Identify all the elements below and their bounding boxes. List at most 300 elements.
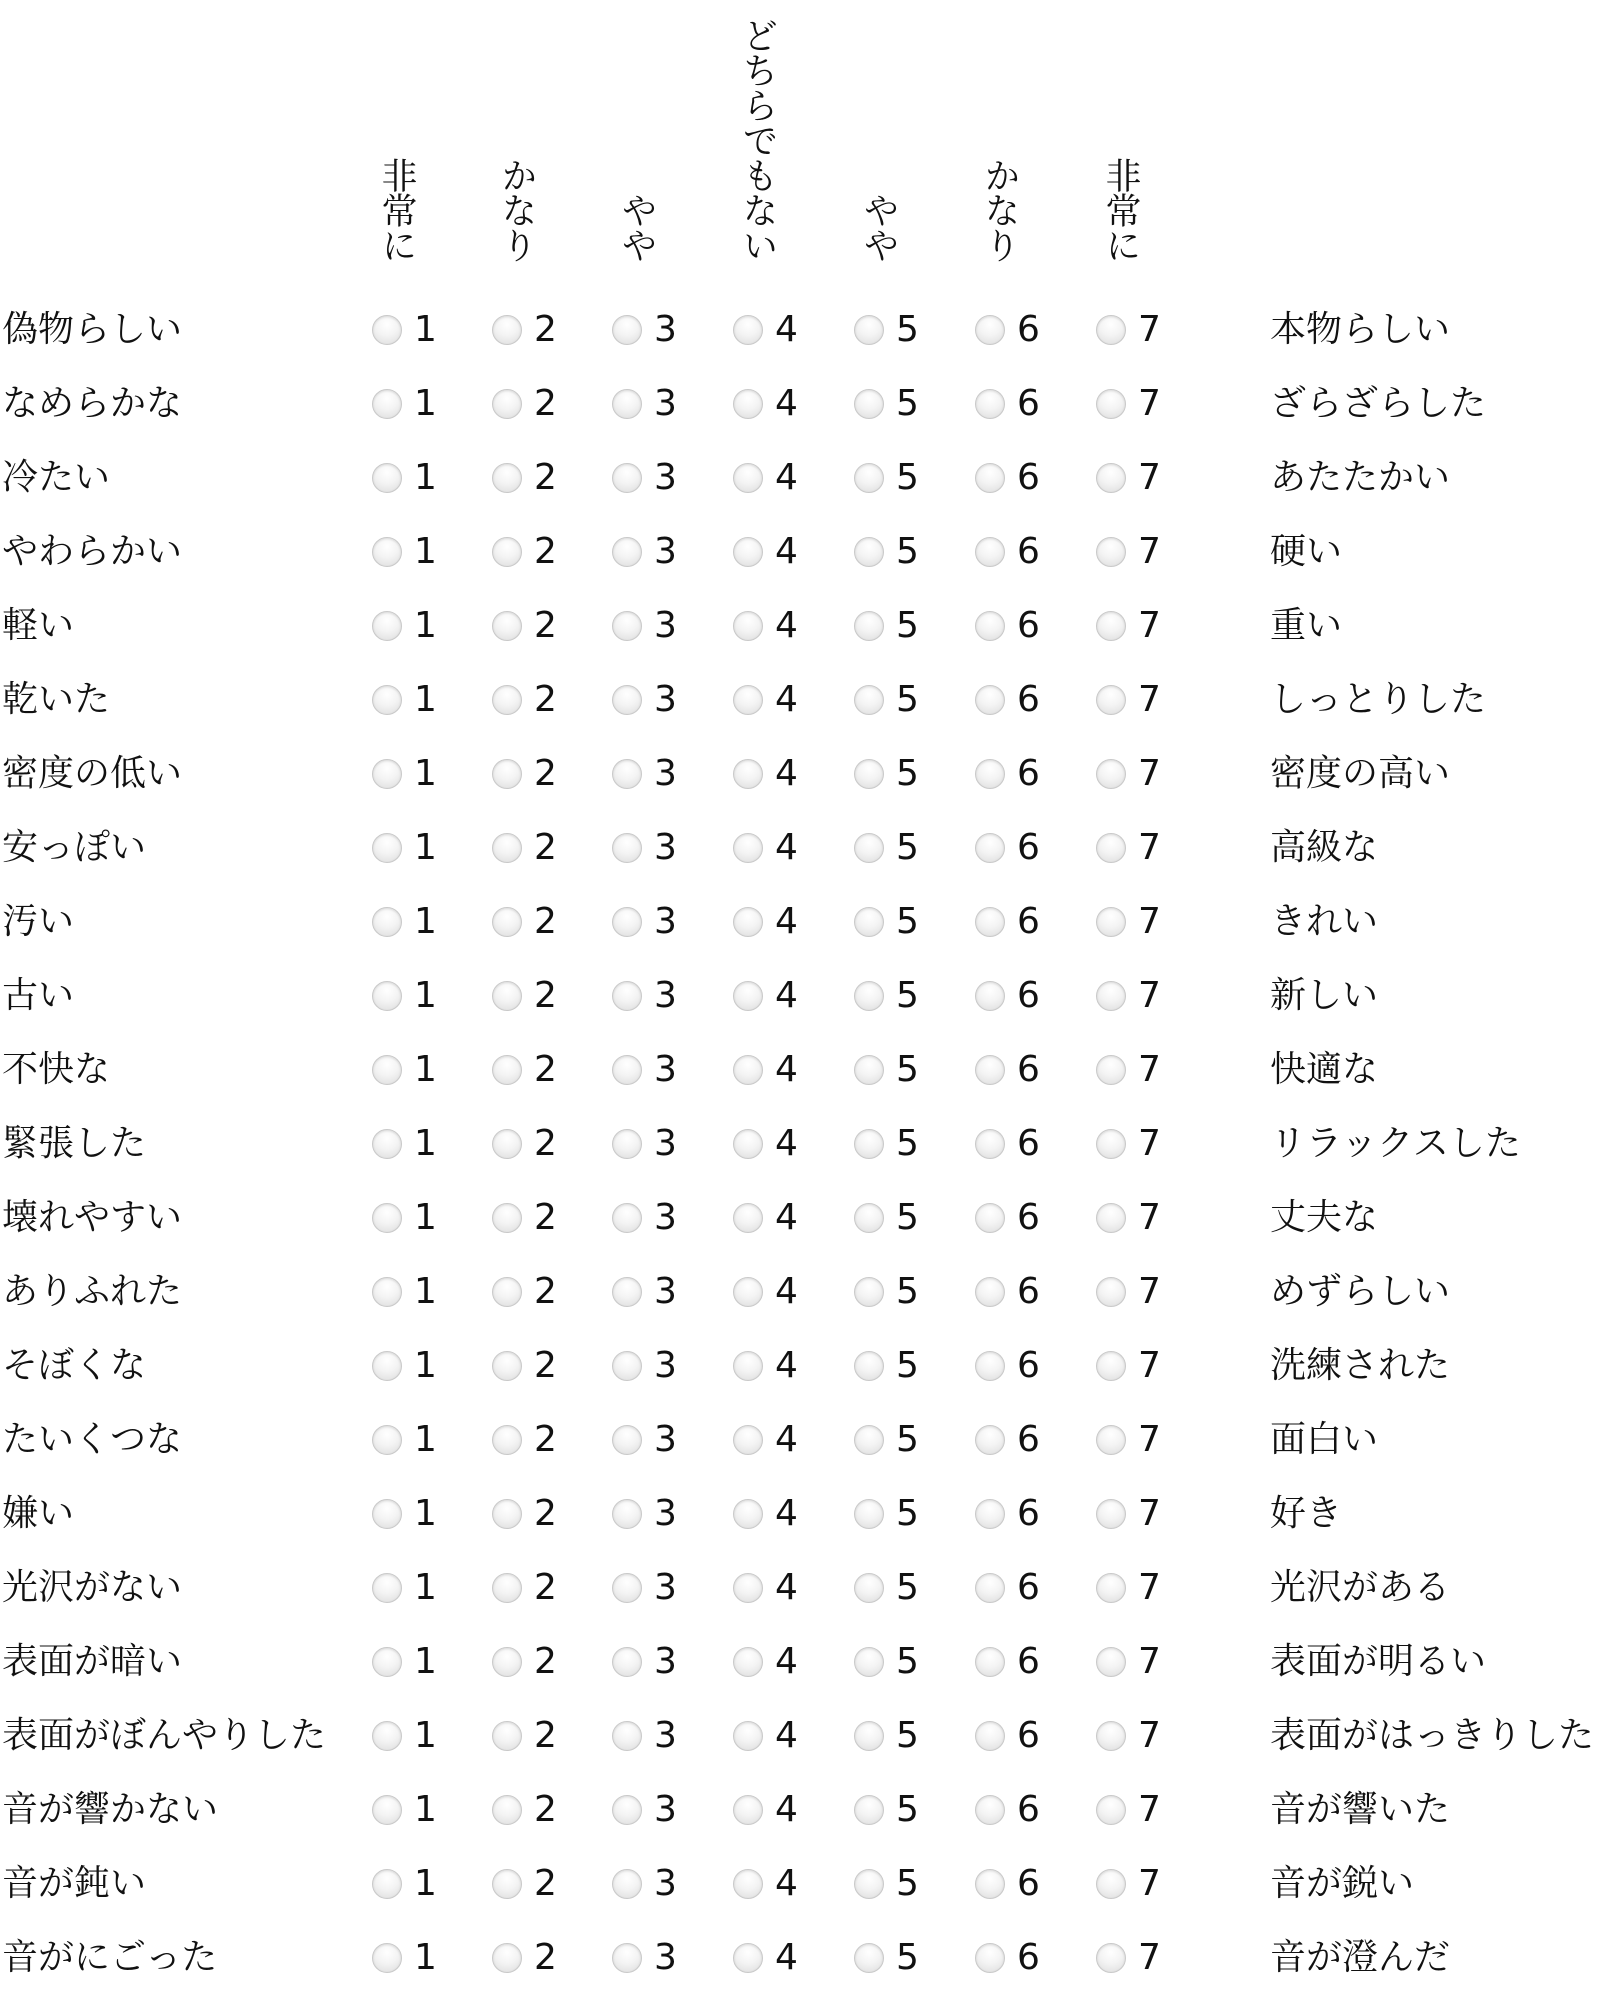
radio-button[interactable]	[1096, 1499, 1126, 1529]
radio-button[interactable]	[492, 907, 522, 937]
scale-option-6[interactable]	[975, 966, 1040, 1026]
scale-option-6[interactable]	[975, 1410, 1040, 1470]
radio-button[interactable]	[372, 389, 402, 419]
radio-button[interactable]	[975, 389, 1005, 419]
radio-button[interactable]	[975, 1573, 1005, 1603]
radio-button[interactable]	[372, 315, 402, 345]
radio-button[interactable]	[492, 1351, 522, 1381]
scale-option-1[interactable]	[372, 1410, 437, 1470]
scale-option-5[interactable]	[854, 1558, 919, 1618]
scale-option-7[interactable]	[1096, 1780, 1161, 1840]
radio-button[interactable]	[1096, 1647, 1126, 1677]
scale-option-7[interactable]	[1096, 1928, 1161, 1988]
radio-button[interactable]	[1096, 315, 1126, 345]
radio-button[interactable]	[1096, 463, 1126, 493]
scale-option-4[interactable]	[733, 522, 798, 582]
scale-option-3[interactable]	[612, 596, 677, 656]
radio-button[interactable]	[1096, 537, 1126, 567]
radio-button[interactable]	[975, 1721, 1005, 1751]
scale-option-5[interactable]	[854, 1484, 919, 1544]
scale-option-3[interactable]	[612, 1040, 677, 1100]
scale-option-3[interactable]	[612, 1558, 677, 1618]
scale-option-7[interactable]	[1096, 1632, 1161, 1692]
scale-option-3[interactable]	[612, 1336, 677, 1396]
radio-button[interactable]	[975, 1499, 1005, 1529]
scale-option-2[interactable]	[492, 1410, 557, 1470]
radio-button[interactable]	[733, 1869, 763, 1899]
radio-button[interactable]	[492, 1203, 522, 1233]
scale-option-5[interactable]	[854, 1632, 919, 1692]
scale-option-4[interactable]	[733, 1854, 798, 1914]
radio-button[interactable]	[492, 1573, 522, 1603]
radio-button[interactable]	[612, 537, 642, 567]
scale-option-6[interactable]	[975, 596, 1040, 656]
scale-option-2[interactable]	[492, 300, 557, 360]
scale-option-1[interactable]	[372, 522, 437, 582]
scale-option-6[interactable]	[975, 1928, 1040, 1988]
scale-option-6[interactable]	[975, 892, 1040, 952]
radio-button[interactable]	[1096, 611, 1126, 641]
radio-button[interactable]	[733, 907, 763, 937]
radio-button[interactable]	[1096, 685, 1126, 715]
radio-button[interactable]	[492, 1795, 522, 1825]
radio-button[interactable]	[492, 833, 522, 863]
radio-button[interactable]	[1096, 1277, 1126, 1307]
scale-option-4[interactable]	[733, 1928, 798, 1988]
radio-button[interactable]	[492, 1943, 522, 1973]
radio-button[interactable]	[1096, 1795, 1126, 1825]
radio-button[interactable]	[1096, 759, 1126, 789]
radio-button[interactable]	[854, 1795, 884, 1825]
radio-button[interactable]	[1096, 1055, 1126, 1085]
radio-button[interactable]	[733, 537, 763, 567]
radio-button[interactable]	[492, 1721, 522, 1751]
scale-option-1[interactable]	[372, 1706, 437, 1766]
radio-button[interactable]	[372, 1943, 402, 1973]
scale-option-6[interactable]	[975, 744, 1040, 804]
scale-option-2[interactable]	[492, 966, 557, 1026]
scale-option-7[interactable]	[1096, 818, 1161, 878]
radio-button[interactable]	[854, 1647, 884, 1677]
radio-button[interactable]	[492, 759, 522, 789]
scale-option-1[interactable]	[372, 1262, 437, 1322]
scale-option-2[interactable]	[492, 818, 557, 878]
radio-button[interactable]	[854, 685, 884, 715]
radio-button[interactable]	[1096, 1425, 1126, 1455]
radio-button[interactable]	[975, 1425, 1005, 1455]
scale-option-3[interactable]	[612, 892, 677, 952]
scale-option-5[interactable]	[854, 448, 919, 508]
radio-button[interactable]	[1096, 907, 1126, 937]
radio-button[interactable]	[854, 833, 884, 863]
scale-option-5[interactable]	[854, 1040, 919, 1100]
radio-button[interactable]	[612, 389, 642, 419]
scale-option-2[interactable]	[492, 1558, 557, 1618]
radio-button[interactable]	[372, 537, 402, 567]
radio-button[interactable]	[372, 1869, 402, 1899]
scale-option-3[interactable]	[612, 448, 677, 508]
radio-button[interactable]	[612, 981, 642, 1011]
scale-option-4[interactable]	[733, 1558, 798, 1618]
radio-button[interactable]	[1096, 833, 1126, 863]
scale-option-2[interactable]	[492, 1040, 557, 1100]
scale-option-7[interactable]	[1096, 1410, 1161, 1470]
radio-button[interactable]	[612, 1499, 642, 1529]
scale-option-2[interactable]	[492, 744, 557, 804]
radio-button[interactable]	[612, 1795, 642, 1825]
radio-button[interactable]	[612, 1721, 642, 1751]
radio-button[interactable]	[372, 981, 402, 1011]
radio-button[interactable]	[372, 1129, 402, 1159]
radio-button[interactable]	[733, 1351, 763, 1381]
scale-option-3[interactable]	[612, 374, 677, 434]
scale-option-4[interactable]	[733, 892, 798, 952]
radio-button[interactable]	[733, 611, 763, 641]
scale-option-4[interactable]	[733, 300, 798, 360]
radio-button[interactable]	[975, 907, 1005, 937]
radio-button[interactable]	[372, 1499, 402, 1529]
radio-button[interactable]	[733, 1277, 763, 1307]
scale-option-5[interactable]	[854, 670, 919, 730]
scale-option-2[interactable]	[492, 1780, 557, 1840]
scale-option-7[interactable]	[1096, 596, 1161, 656]
scale-option-7[interactable]	[1096, 448, 1161, 508]
scale-option-7[interactable]	[1096, 522, 1161, 582]
radio-button[interactable]	[612, 1869, 642, 1899]
radio-button[interactable]	[975, 1795, 1005, 1825]
scale-option-1[interactable]	[372, 1336, 437, 1396]
radio-button[interactable]	[975, 1277, 1005, 1307]
radio-button[interactable]	[733, 1499, 763, 1529]
scale-option-3[interactable]	[612, 1854, 677, 1914]
radio-button[interactable]	[372, 1573, 402, 1603]
scale-option-2[interactable]	[492, 374, 557, 434]
radio-button[interactable]	[733, 1795, 763, 1825]
scale-option-3[interactable]	[612, 1188, 677, 1248]
scale-option-5[interactable]	[854, 966, 919, 1026]
scale-option-2[interactable]	[492, 1336, 557, 1396]
scale-option-3[interactable]	[612, 818, 677, 878]
radio-button[interactable]	[975, 1943, 1005, 1973]
scale-option-4[interactable]	[733, 1484, 798, 1544]
radio-button[interactable]	[733, 463, 763, 493]
radio-button[interactable]	[612, 463, 642, 493]
scale-option-2[interactable]	[492, 522, 557, 582]
radio-button[interactable]	[372, 1277, 402, 1307]
scale-option-2[interactable]	[492, 670, 557, 730]
scale-option-7[interactable]	[1096, 1114, 1161, 1174]
scale-option-6[interactable]	[975, 670, 1040, 730]
radio-button[interactable]	[733, 1425, 763, 1455]
radio-button[interactable]	[733, 833, 763, 863]
scale-option-1[interactable]	[372, 670, 437, 730]
radio-button[interactable]	[492, 1869, 522, 1899]
scale-option-1[interactable]	[372, 1188, 437, 1248]
radio-button[interactable]	[492, 611, 522, 641]
radio-button[interactable]	[1096, 1351, 1126, 1381]
scale-option-7[interactable]	[1096, 1558, 1161, 1618]
scale-option-1[interactable]	[372, 300, 437, 360]
radio-button[interactable]	[854, 981, 884, 1011]
scale-option-6[interactable]	[975, 1188, 1040, 1248]
scale-option-5[interactable]	[854, 300, 919, 360]
radio-button[interactable]	[612, 1425, 642, 1455]
radio-button[interactable]	[854, 611, 884, 641]
scale-option-6[interactable]	[975, 1484, 1040, 1544]
scale-option-7[interactable]	[1096, 892, 1161, 952]
scale-option-5[interactable]	[854, 818, 919, 878]
scale-option-5[interactable]	[854, 1336, 919, 1396]
radio-button[interactable]	[1096, 389, 1126, 419]
radio-button[interactable]	[372, 1795, 402, 1825]
radio-button[interactable]	[372, 1055, 402, 1085]
scale-option-1[interactable]	[372, 966, 437, 1026]
scale-option-6[interactable]	[975, 1706, 1040, 1766]
radio-button[interactable]	[372, 1351, 402, 1381]
scale-option-6[interactable]	[975, 522, 1040, 582]
scale-option-5[interactable]	[854, 1706, 919, 1766]
scale-option-4[interactable]	[733, 818, 798, 878]
radio-button[interactable]	[854, 389, 884, 419]
scale-option-6[interactable]	[975, 1262, 1040, 1322]
radio-button[interactable]	[854, 537, 884, 567]
radio-button[interactable]	[612, 611, 642, 641]
scale-option-7[interactable]	[1096, 1188, 1161, 1248]
scale-option-7[interactable]	[1096, 744, 1161, 804]
radio-button[interactable]	[372, 907, 402, 937]
scale-option-6[interactable]	[975, 300, 1040, 360]
scale-option-5[interactable]	[854, 596, 919, 656]
scale-option-1[interactable]	[372, 1854, 437, 1914]
radio-button[interactable]	[612, 1129, 642, 1159]
radio-button[interactable]	[854, 1203, 884, 1233]
scale-option-6[interactable]	[975, 1632, 1040, 1692]
scale-option-3[interactable]	[612, 744, 677, 804]
radio-button[interactable]	[975, 1647, 1005, 1677]
scale-option-5[interactable]	[854, 1928, 919, 1988]
radio-button[interactable]	[1096, 1721, 1126, 1751]
scale-option-5[interactable]	[854, 374, 919, 434]
scale-option-1[interactable]	[372, 744, 437, 804]
radio-button[interactable]	[975, 981, 1005, 1011]
scale-option-3[interactable]	[612, 522, 677, 582]
radio-button[interactable]	[612, 833, 642, 863]
radio-button[interactable]	[372, 685, 402, 715]
scale-option-7[interactable]	[1096, 966, 1161, 1026]
scale-option-4[interactable]	[733, 1410, 798, 1470]
scale-option-1[interactable]	[372, 1928, 437, 1988]
scale-option-7[interactable]	[1096, 670, 1161, 730]
radio-button[interactable]	[854, 1943, 884, 1973]
radio-button[interactable]	[492, 685, 522, 715]
radio-button[interactable]	[975, 685, 1005, 715]
scale-option-1[interactable]	[372, 374, 437, 434]
scale-option-4[interactable]	[733, 966, 798, 1026]
radio-button[interactable]	[733, 1055, 763, 1085]
scale-option-2[interactable]	[492, 1188, 557, 1248]
radio-button[interactable]	[854, 1055, 884, 1085]
scale-option-3[interactable]	[612, 1632, 677, 1692]
radio-button[interactable]	[612, 759, 642, 789]
scale-option-6[interactable]	[975, 1780, 1040, 1840]
radio-button[interactable]	[854, 1129, 884, 1159]
scale-option-2[interactable]	[492, 1262, 557, 1322]
scale-option-1[interactable]	[372, 1040, 437, 1100]
scale-option-2[interactable]	[492, 1854, 557, 1914]
radio-button[interactable]	[854, 463, 884, 493]
scale-option-6[interactable]	[975, 1854, 1040, 1914]
radio-button[interactable]	[975, 537, 1005, 567]
radio-button[interactable]	[612, 1573, 642, 1603]
radio-button[interactable]	[733, 1943, 763, 1973]
scale-option-3[interactable]	[612, 670, 677, 730]
radio-button[interactable]	[854, 759, 884, 789]
radio-button[interactable]	[854, 1351, 884, 1381]
scale-option-3[interactable]	[612, 1928, 677, 1988]
radio-button[interactable]	[372, 759, 402, 789]
scale-option-3[interactable]	[612, 1780, 677, 1840]
scale-option-1[interactable]	[372, 1780, 437, 1840]
radio-button[interactable]	[372, 1425, 402, 1455]
scale-option-2[interactable]	[492, 596, 557, 656]
scale-option-2[interactable]	[492, 1706, 557, 1766]
radio-button[interactable]	[975, 611, 1005, 641]
radio-button[interactable]	[975, 315, 1005, 345]
scale-option-1[interactable]	[372, 892, 437, 952]
scale-option-5[interactable]	[854, 1854, 919, 1914]
radio-button[interactable]	[492, 1499, 522, 1529]
radio-button[interactable]	[1096, 1869, 1126, 1899]
radio-button[interactable]	[612, 1203, 642, 1233]
scale-option-6[interactable]	[975, 448, 1040, 508]
scale-option-2[interactable]	[492, 1114, 557, 1174]
radio-button[interactable]	[1096, 1573, 1126, 1603]
radio-button[interactable]	[975, 1203, 1005, 1233]
scale-option-3[interactable]	[612, 1410, 677, 1470]
radio-button[interactable]	[492, 981, 522, 1011]
radio-button[interactable]	[492, 1425, 522, 1455]
scale-option-6[interactable]	[975, 818, 1040, 878]
scale-option-6[interactable]	[975, 1558, 1040, 1618]
scale-option-1[interactable]	[372, 1558, 437, 1618]
scale-option-3[interactable]	[612, 1484, 677, 1544]
radio-button[interactable]	[612, 685, 642, 715]
radio-button[interactable]	[733, 1573, 763, 1603]
scale-option-1[interactable]	[372, 1114, 437, 1174]
radio-button[interactable]	[854, 1277, 884, 1307]
radio-button[interactable]	[733, 315, 763, 345]
scale-option-4[interactable]	[733, 1040, 798, 1100]
radio-button[interactable]	[612, 1277, 642, 1307]
scale-option-2[interactable]	[492, 1632, 557, 1692]
scale-option-4[interactable]	[733, 448, 798, 508]
scale-option-1[interactable]	[372, 1484, 437, 1544]
radio-button[interactable]	[1096, 1203, 1126, 1233]
scale-option-2[interactable]	[492, 1484, 557, 1544]
scale-option-3[interactable]	[612, 1706, 677, 1766]
scale-option-1[interactable]	[372, 1632, 437, 1692]
radio-button[interactable]	[612, 1055, 642, 1085]
scale-option-1[interactable]	[372, 596, 437, 656]
scale-option-3[interactable]	[612, 966, 677, 1026]
scale-option-5[interactable]	[854, 1188, 919, 1248]
scale-option-5[interactable]	[854, 522, 919, 582]
radio-button[interactable]	[492, 537, 522, 567]
scale-option-5[interactable]	[854, 1780, 919, 1840]
radio-button[interactable]	[854, 315, 884, 345]
scale-option-6[interactable]	[975, 374, 1040, 434]
scale-option-4[interactable]	[733, 1188, 798, 1248]
scale-option-4[interactable]	[733, 1706, 798, 1766]
scale-option-6[interactable]	[975, 1040, 1040, 1100]
scale-option-1[interactable]	[372, 448, 437, 508]
radio-button[interactable]	[854, 1869, 884, 1899]
radio-button[interactable]	[1096, 1129, 1126, 1159]
radio-button[interactable]	[612, 315, 642, 345]
radio-button[interactable]	[372, 463, 402, 493]
radio-button[interactable]	[372, 1721, 402, 1751]
scale-option-7[interactable]	[1096, 1336, 1161, 1396]
scale-option-4[interactable]	[733, 374, 798, 434]
radio-button[interactable]	[492, 463, 522, 493]
radio-button[interactable]	[975, 1351, 1005, 1381]
radio-button[interactable]	[733, 759, 763, 789]
scale-option-3[interactable]	[612, 300, 677, 360]
radio-button[interactable]	[733, 1721, 763, 1751]
radio-button[interactable]	[975, 1129, 1005, 1159]
radio-button[interactable]	[372, 833, 402, 863]
scale-option-7[interactable]	[1096, 1040, 1161, 1100]
scale-option-5[interactable]	[854, 744, 919, 804]
scale-option-7[interactable]	[1096, 1262, 1161, 1322]
scale-option-2[interactable]	[492, 1928, 557, 1988]
scale-option-2[interactable]	[492, 892, 557, 952]
radio-button[interactable]	[492, 389, 522, 419]
radio-button[interactable]	[733, 1129, 763, 1159]
scale-option-5[interactable]	[854, 1410, 919, 1470]
radio-button[interactable]	[733, 685, 763, 715]
radio-button[interactable]	[854, 1573, 884, 1603]
radio-button[interactable]	[492, 315, 522, 345]
radio-button[interactable]	[854, 1499, 884, 1529]
scale-option-7[interactable]	[1096, 1854, 1161, 1914]
radio-button[interactable]	[975, 463, 1005, 493]
scale-option-4[interactable]	[733, 1114, 798, 1174]
radio-button[interactable]	[612, 1351, 642, 1381]
radio-button[interactable]	[733, 1647, 763, 1677]
radio-button[interactable]	[612, 1647, 642, 1677]
scale-option-3[interactable]	[612, 1262, 677, 1322]
radio-button[interactable]	[975, 833, 1005, 863]
radio-button[interactable]	[372, 1203, 402, 1233]
radio-button[interactable]	[854, 907, 884, 937]
radio-button[interactable]	[492, 1277, 522, 1307]
scale-option-5[interactable]	[854, 892, 919, 952]
scale-option-4[interactable]	[733, 1336, 798, 1396]
scale-option-1[interactable]	[372, 818, 437, 878]
scale-option-4[interactable]	[733, 670, 798, 730]
scale-option-7[interactable]	[1096, 1484, 1161, 1544]
scale-option-3[interactable]	[612, 1114, 677, 1174]
radio-button[interactable]	[372, 611, 402, 641]
scale-option-4[interactable]	[733, 596, 798, 656]
radio-button[interactable]	[733, 1203, 763, 1233]
radio-button[interactable]	[492, 1055, 522, 1085]
scale-option-5[interactable]	[854, 1262, 919, 1322]
scale-option-6[interactable]	[975, 1114, 1040, 1174]
scale-option-7[interactable]	[1096, 300, 1161, 360]
radio-button[interactable]	[1096, 981, 1126, 1011]
